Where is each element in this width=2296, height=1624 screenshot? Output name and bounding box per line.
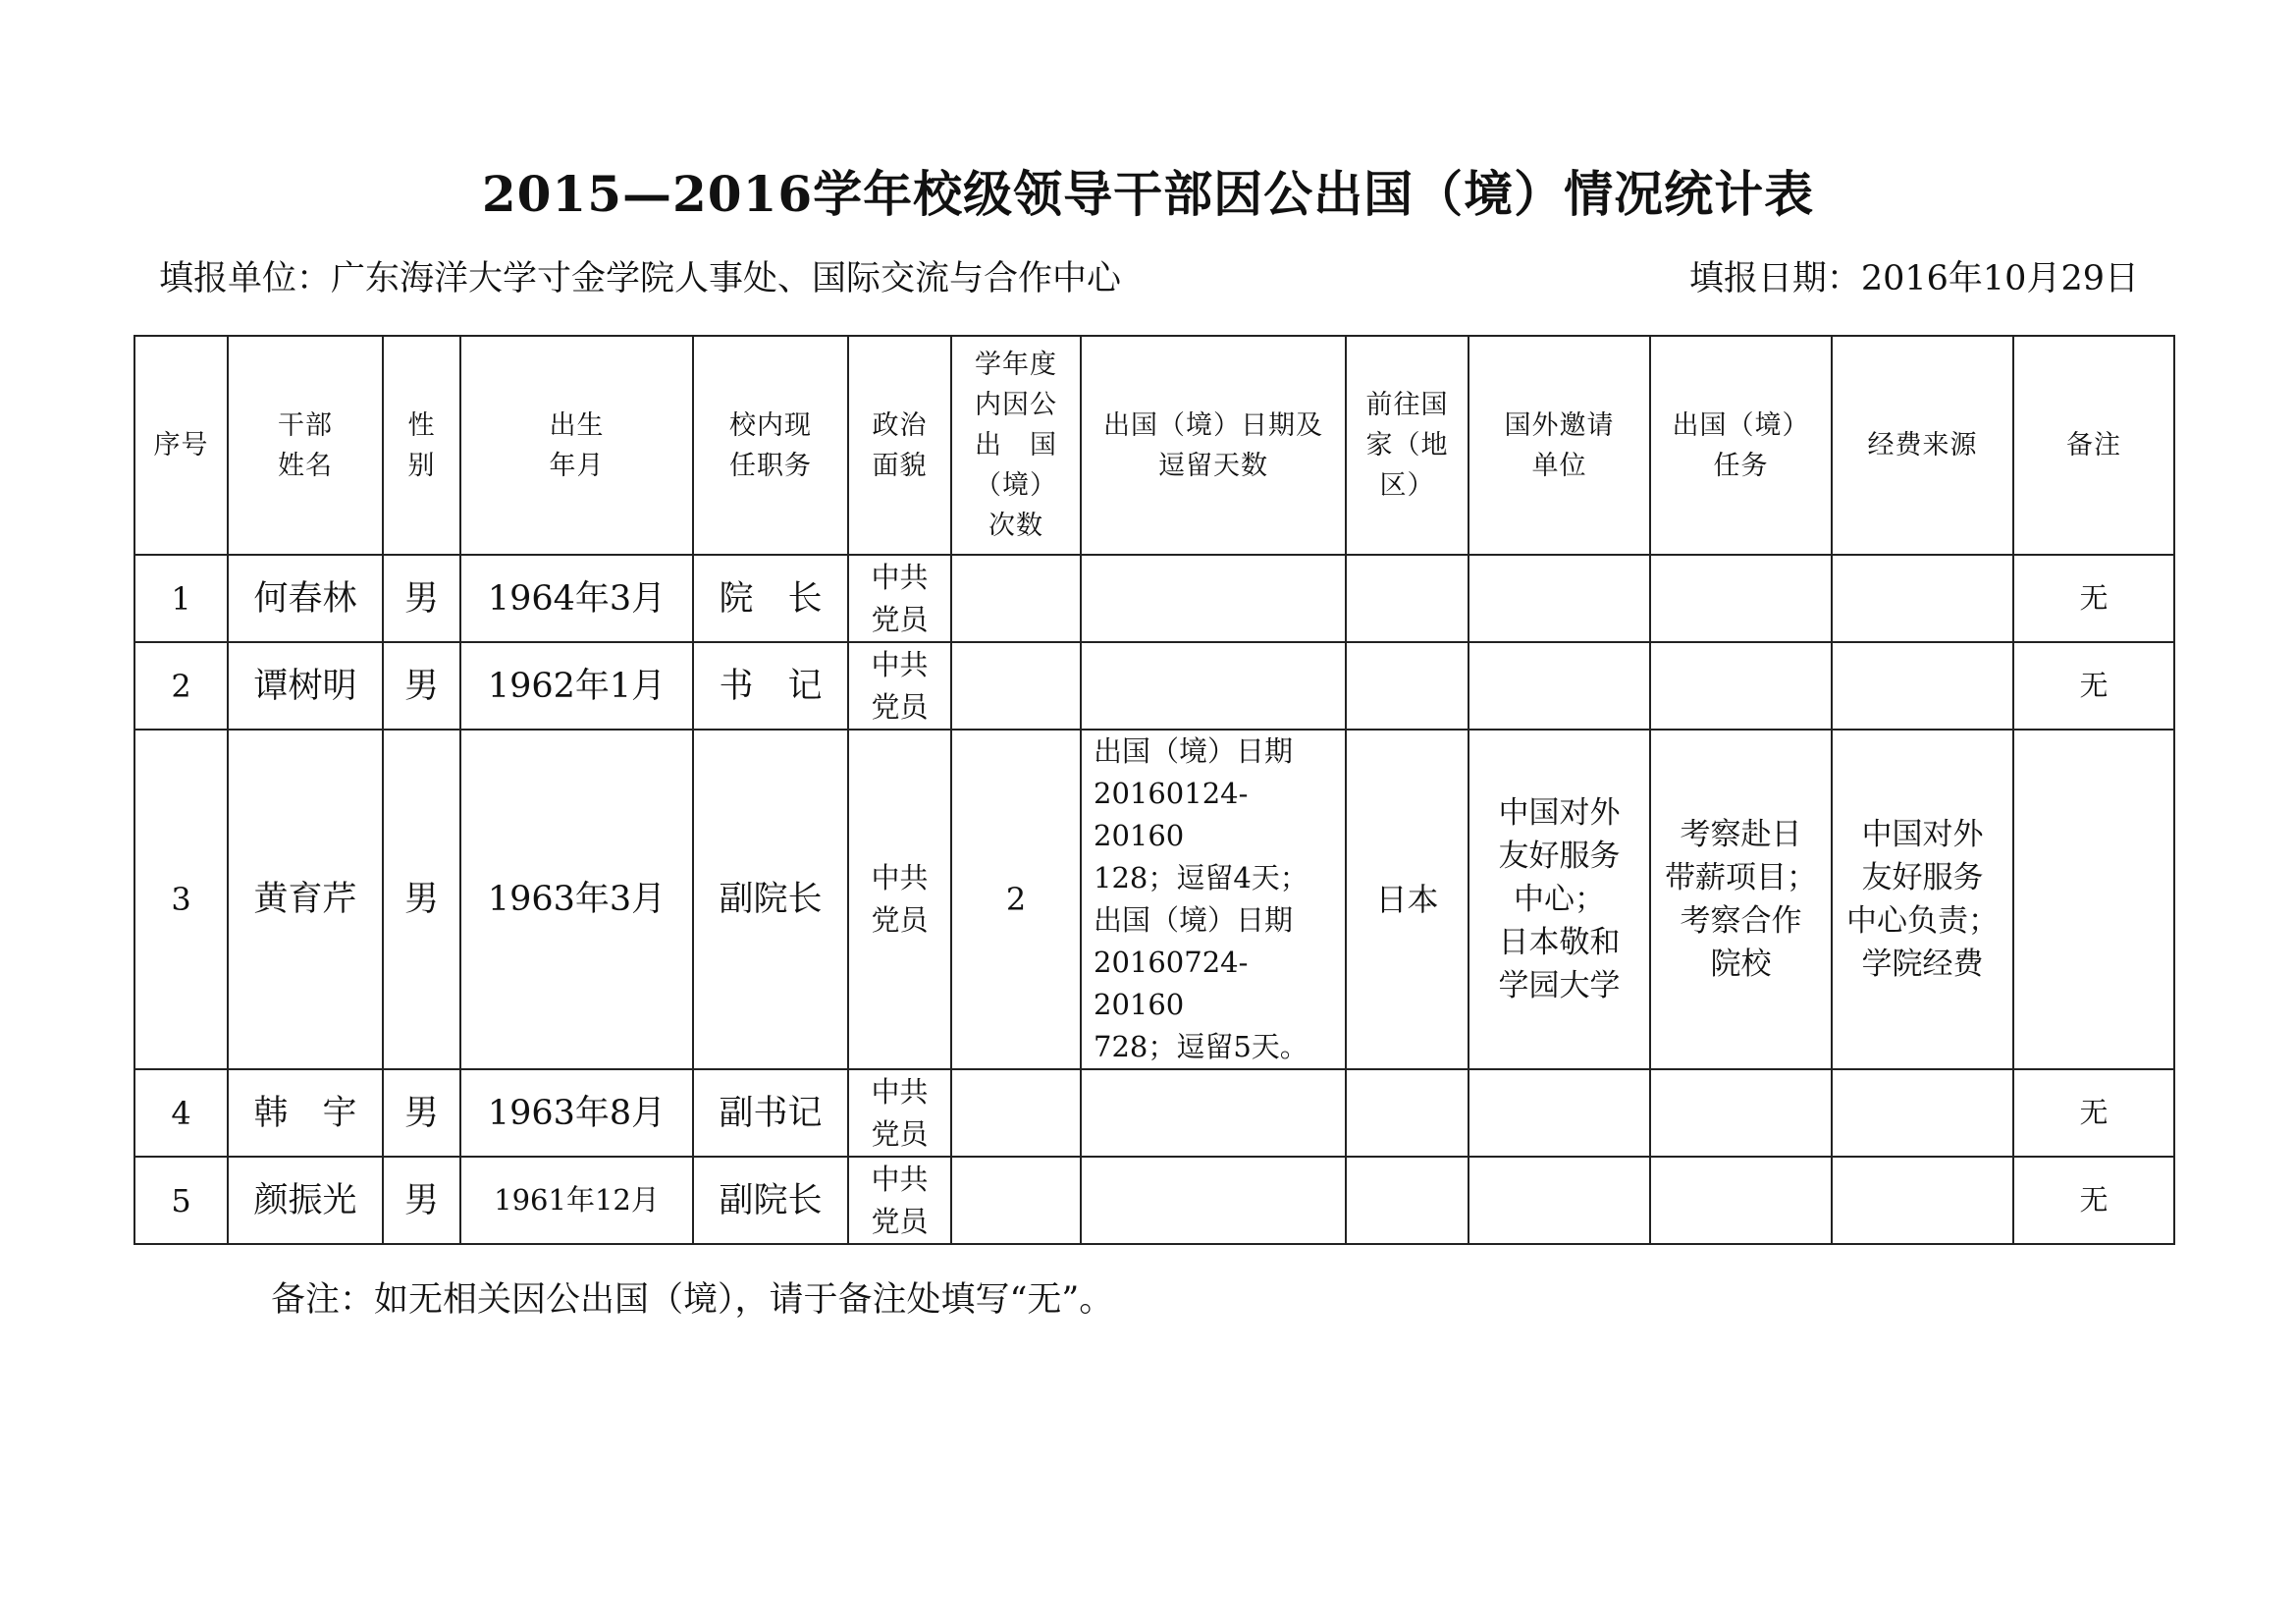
cell-birth-date: 1963年3月 xyxy=(460,730,693,1069)
table-header-row xyxy=(134,336,2174,555)
cell-serial-number: 4 xyxy=(134,1069,228,1157)
header-birth-date: 出生 年月 xyxy=(460,336,693,555)
cell-position: 院 长 xyxy=(693,555,848,642)
cell-trip-count: 2 xyxy=(951,730,1081,1069)
cell-inviting-organization: 中国对外 友好服务 中心； 日本敬和 学园大学 xyxy=(1468,730,1650,1069)
table-row xyxy=(134,642,2174,730)
cell-political-status: 中共 党员 xyxy=(848,1157,951,1244)
cell-remarks: 无 xyxy=(2013,555,2174,642)
cell-destination xyxy=(1346,642,1468,730)
cell-gender: 男 xyxy=(383,642,460,730)
cell-position: 副书记 xyxy=(693,1069,848,1157)
cell-gender: 男 xyxy=(383,555,460,642)
table-row xyxy=(134,1157,2174,1244)
cell-funding-source: 中国对外 友好服务 中心负责； 学院经费 xyxy=(1832,730,2013,1069)
cell-funding-source xyxy=(1832,1069,2013,1157)
cell-trip-dates xyxy=(1081,642,1346,730)
cell-serial-number: 2 xyxy=(134,642,228,730)
header-political-status: 政治 面貌 xyxy=(848,336,951,555)
cell-trip-count xyxy=(951,555,1081,642)
reporting-unit: 填报单位：广东海洋大学寸金学院人事处、国际交流与合作中心 xyxy=(159,259,1122,298)
cell-gender: 男 xyxy=(383,1069,460,1157)
header-trip-count: 学年度 内因公 出 国 （境） 次数 xyxy=(951,336,1081,555)
cell-political-status: 中共 党员 xyxy=(848,555,951,642)
cell-trip-task xyxy=(1650,642,1832,730)
cell-position: 副院长 xyxy=(693,1157,848,1244)
footnote: 备注：如无相关因公出国（境），请于备注处填写“无”。 xyxy=(271,1280,1114,1320)
header-remarks: 备注 xyxy=(2013,336,2174,555)
header-inviting-organization: 国外邀请 单位 xyxy=(1468,336,1650,555)
header-current-position: 校内现 任职务 xyxy=(693,336,848,555)
cell-inviting-organization xyxy=(1468,555,1650,642)
cell-name: 谭树明 xyxy=(228,642,383,730)
cell-remarks: 无 xyxy=(2013,1069,2174,1157)
table-row xyxy=(134,1069,2174,1157)
cell-political-status: 中共 党员 xyxy=(848,730,951,1069)
cell-serial-number: 5 xyxy=(134,1157,228,1244)
cell-political-status: 中共 党员 xyxy=(848,1069,951,1157)
cell-birth-date: 1961年12月 xyxy=(460,1157,693,1244)
cell-trip-count xyxy=(951,1069,1081,1157)
cell-destination xyxy=(1346,555,1468,642)
cell-trip-task: 考察赴日 带薪项目； 考察合作 院校 xyxy=(1650,730,1832,1069)
cell-destination xyxy=(1346,1157,1468,1244)
cell-name: 韩 宇 xyxy=(228,1069,383,1157)
statistics-table xyxy=(133,335,2175,1245)
cell-destination xyxy=(1346,1069,1468,1157)
cell-political-status: 中共 党员 xyxy=(848,642,951,730)
cell-birth-date: 1962年1月 xyxy=(460,642,693,730)
table-row xyxy=(134,555,2174,642)
cell-remarks xyxy=(2013,730,2174,1069)
cell-inviting-organization xyxy=(1468,1157,1650,1244)
cell-gender: 男 xyxy=(383,1157,460,1244)
cell-trip-task xyxy=(1650,1157,1832,1244)
cell-position: 副院长 xyxy=(693,730,848,1069)
header-funding-source: 经费来源 xyxy=(1832,336,2013,555)
table-row xyxy=(134,730,2174,1069)
cell-destination: 日本 xyxy=(1346,730,1468,1069)
cell-birth-date: 1964年3月 xyxy=(460,555,693,642)
cell-trip-dates xyxy=(1081,1069,1346,1157)
cell-serial-number: 1 xyxy=(134,555,228,642)
cell-funding-source xyxy=(1832,1157,2013,1244)
cell-trip-count xyxy=(951,1157,1081,1244)
cell-name: 何春林 xyxy=(228,555,383,642)
cell-inviting-organization xyxy=(1468,642,1650,730)
header-destination: 前往国 家（地 区） xyxy=(1346,336,1468,555)
header-trip-dates: 出国（境）日期及 逗留天数 xyxy=(1081,336,1346,555)
header-cadre-name: 干部 姓名 xyxy=(228,336,383,555)
cell-trip-dates: 出国（境）日期 20160124-20160 128；逗留4天； 出国（境）日期 20160724-20160 728；逗留5天。 xyxy=(1081,730,1346,1069)
cell-name: 颜振光 xyxy=(228,1157,383,1244)
reporting-date: 填报日期：2016年10月29日 xyxy=(1688,259,2139,298)
cell-funding-source xyxy=(1832,642,2013,730)
page-title: 2015—2016学年校级领导干部因公出国（境）情况统计表 xyxy=(481,165,1815,223)
header-serial-number: 序号 xyxy=(134,336,228,555)
cell-trip-task xyxy=(1650,1069,1832,1157)
cell-inviting-organization xyxy=(1468,1069,1650,1157)
cell-trip-task xyxy=(1650,555,1832,642)
cell-funding-source xyxy=(1832,555,2013,642)
cell-name: 黄育芹 xyxy=(228,730,383,1069)
header-gender: 性 别 xyxy=(383,336,460,555)
cell-serial-number: 3 xyxy=(134,730,228,1069)
cell-remarks: 无 xyxy=(2013,1157,2174,1244)
cell-trip-count xyxy=(951,642,1081,730)
cell-birth-date: 1963年8月 xyxy=(460,1069,693,1157)
cell-trip-dates xyxy=(1081,555,1346,642)
cell-position: 书 记 xyxy=(693,642,848,730)
header-trip-task: 出国（境） 任务 xyxy=(1650,336,1832,555)
cell-trip-dates xyxy=(1081,1157,1346,1244)
cell-remarks: 无 xyxy=(2013,642,2174,730)
cell-gender: 男 xyxy=(383,730,460,1069)
